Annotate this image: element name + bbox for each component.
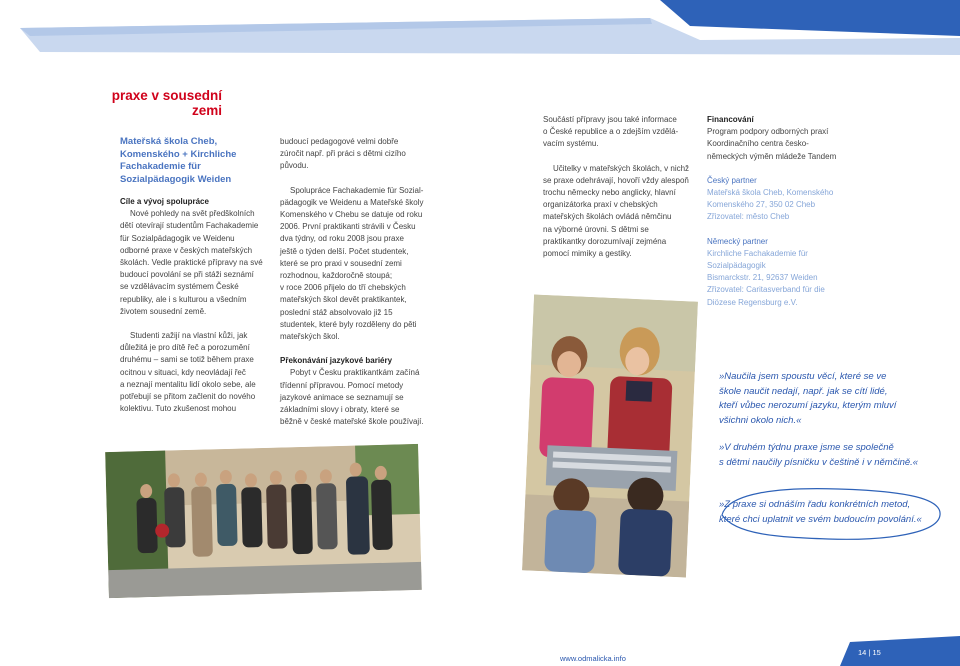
col3-line: mateřských školách ovládá němčinu xyxy=(543,212,672,222)
col1-line: kolektivu. Tuto zkušenost mohou xyxy=(120,404,237,414)
col2-line: pädagogik ve Weidenu a Mateřské školy xyxy=(280,197,424,207)
col2-line: běžně v české mateřské škole používají. xyxy=(280,417,424,427)
col2-subheading: Překonávání jazykové bariéry xyxy=(280,356,393,366)
col2-line: 2006. První praktikanti strávili v Česku xyxy=(280,222,416,232)
page-number-left: 14 xyxy=(858,648,867,657)
heading-line2: Komenského + Kirchliche xyxy=(120,148,237,160)
col2-line: budoucí pedagogové velmi dobře xyxy=(280,137,399,146)
page-number-right: 15 xyxy=(872,648,881,657)
heading-line3: Fachakademie für xyxy=(120,161,201,172)
financing-line: Program podpory odborných praxí xyxy=(707,127,829,137)
quote-line: »Naučila jsem spoustu věcí, které se ve xyxy=(719,371,887,382)
page-numbers xyxy=(858,648,881,657)
col1-line: potřebují se přitom začlenit do nového xyxy=(120,392,256,402)
col1-line: druhému – sami se totiž během praxe xyxy=(120,355,254,365)
col1-line: životem sousední země. xyxy=(120,306,207,316)
col3-line: vacím systému. xyxy=(543,139,599,149)
col1-line: ocitnou v situaci, kdy neovládají řeč xyxy=(120,367,246,377)
col2-line: dva týdny, od roku 2008 jsou praxe xyxy=(280,234,404,244)
footer-url[interactable]: www.odmalicka.info xyxy=(560,654,626,663)
col2-line: rozhodnou, každoročně stoupá; xyxy=(280,271,393,281)
czech-partner-line: Mateřská škola Cheb, Komenského xyxy=(707,188,834,198)
col2-line: Komenského v Chebu se datuje od roku xyxy=(280,210,423,220)
col1-line: dětí otevírají studentům Fachakademie xyxy=(120,221,259,231)
czech-partner-line: Zřizovatel: město Cheb xyxy=(707,212,790,222)
col1-line: für Sozialpädagogik ve Weidenu xyxy=(120,233,235,243)
col2-line: v roce 2006 přijelo do tří chebských xyxy=(280,283,406,293)
classroom-photo xyxy=(522,295,698,578)
quote-line: kteří vůbec nerozumí jazyku, kterým mluví xyxy=(719,400,897,411)
col3-line: se praxe odehrávají, hovoří vždy alespoň xyxy=(543,175,689,185)
german-partner-line: Bismarckstr. 21, 92637 Weiden xyxy=(707,273,818,283)
col1-line: se vzdělávacím systémem České xyxy=(120,282,239,292)
german-partner-line: Diözese Regensburg e.V. xyxy=(707,297,798,307)
col2-line: jazykové animace se seznamují se xyxy=(280,392,404,402)
col1-line: důležitá je pro dítě řeč a porozumění xyxy=(120,343,250,353)
col3-line: organizátorka praxí v chebských xyxy=(543,200,658,210)
col2-line: základními slovy i obraty, které se xyxy=(280,405,400,415)
quote-2 xyxy=(719,441,949,470)
col2-line: mateřských škol devět praktikantek, xyxy=(280,295,407,305)
page-title-line2: zemi xyxy=(191,103,222,118)
col1-line: budoucí povolání se při stáži seznámí xyxy=(120,270,254,280)
col2-line: ještě o týden delší. Počet studentek, xyxy=(280,246,409,256)
german-partner-title: Německý partner xyxy=(707,236,768,246)
page-divider: | xyxy=(868,648,873,657)
col1-line: odborné praxe v českých mateřských xyxy=(120,245,253,255)
info-box xyxy=(707,114,847,309)
financing-line: německých výměn mládeže Tandem xyxy=(707,151,837,161)
czech-partner-line: Komenského 27, 350 02 Cheb xyxy=(707,200,816,210)
top-dark-band xyxy=(650,0,960,40)
col2-line: třídenní přípravou. Pomocí metody xyxy=(280,380,404,390)
col2-line: mateřských škol. xyxy=(280,332,340,342)
col2-line: Spolupráce Fachakademie für Sozial- xyxy=(290,185,424,195)
page-title-line1: praxe v sousední xyxy=(111,88,222,103)
quote-line: »Z praxe si odnáším řadu konkrétních metod, xyxy=(719,499,911,510)
col2-line: které se pro praxi v sousední zemi xyxy=(280,258,402,268)
quote-line: s dětmi naučily písničku v češtině i v němčině.« xyxy=(719,456,919,468)
czech-partner-title: Český partner xyxy=(707,175,757,185)
section-heading xyxy=(120,136,280,186)
col2-line: poslední stáž absolvovalo již 15 xyxy=(280,307,393,317)
col1-subheading: Cíle a vývoj spolupráce xyxy=(120,197,209,206)
col1-line: Studenti zažijí na vlastní kůži, jak xyxy=(130,331,248,341)
quote-line: všichni okolo nich.« xyxy=(719,414,802,426)
page-title xyxy=(100,88,222,118)
col1-line: a neznají mentalitu lidí okolo sebe, ale xyxy=(120,379,256,389)
col3-line: pomocí mimiky a gestiky. xyxy=(543,249,632,259)
heading-line4: Sozialpädagogik Weiden xyxy=(120,173,232,185)
quote-line: »V druhém týdnu praxe jsme se společně xyxy=(719,442,894,453)
col3-line: praktikantky dorozumívají zejména xyxy=(543,236,667,246)
col1-line: republiky, ale i s kulturou a všedním xyxy=(120,294,247,304)
financing-line: Koordinačního centra česko- xyxy=(707,139,809,149)
col3-line: Učitelky v mateřských školách, v nichž xyxy=(553,163,690,173)
quote-line: které chci uplatnit ve svém budoucím povolání.« xyxy=(719,513,922,525)
quote-line: škole naučit nedají, např. jak se cítí lidé, xyxy=(719,385,888,397)
col2-line: Pobyt v Česku praktikantkám začíná xyxy=(290,368,420,378)
col2-line: původu. xyxy=(280,161,309,171)
col3-line: trochu německy nebo anglicky, hlavní xyxy=(543,188,676,198)
col3-line: o České republice a o zdejším vzdělá- xyxy=(543,127,679,137)
group-photo xyxy=(105,444,422,598)
col2-line: zúročit např. při práci s dětmi cizího xyxy=(280,149,406,159)
financing-title: Financování xyxy=(707,115,754,124)
col1-line: školách. Vedle praktické přípravy na své xyxy=(120,258,263,268)
column-3 xyxy=(543,114,693,260)
col2-line: studentek, které byly rozděleny do pěti xyxy=(280,319,417,329)
german-partner-line: Sozialpädagogik xyxy=(707,261,766,271)
speech-bubble-decoration xyxy=(718,485,946,545)
german-partner-line: Kirchliche Fachakademie für xyxy=(707,248,808,258)
heading-line1: Mateřská škola Cheb, xyxy=(120,136,218,147)
col1-line: Nové pohledy na svět předškolních xyxy=(130,209,255,219)
column-2 xyxy=(280,136,430,428)
col3-line: Součástí přípravy jsou také informace xyxy=(543,115,677,124)
quote-1 xyxy=(719,370,949,428)
col3-line: na výborné úrovni. S dětmi se xyxy=(543,224,649,234)
column-1 xyxy=(120,196,270,415)
german-partner-line: Zřizovatel: Caritasverband für die xyxy=(707,285,825,295)
